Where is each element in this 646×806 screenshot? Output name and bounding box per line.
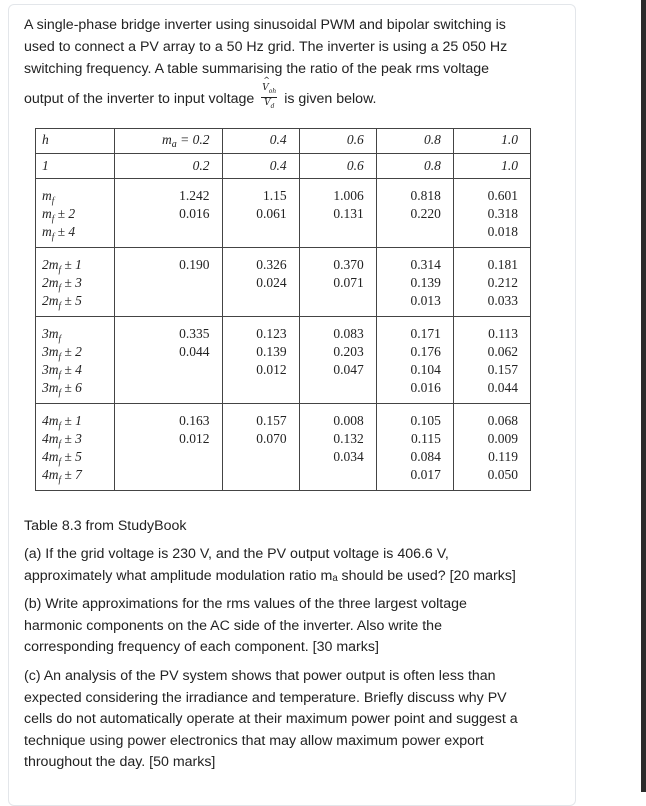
- harmonic-ratio-value: 0.131: [333, 206, 364, 221]
- harmonic-ratio-value: 0.335: [179, 326, 210, 341]
- harmonic-ratio-value: 0.132: [333, 431, 364, 446]
- harmonic-ratio-value: 0.017: [410, 467, 441, 482]
- intro-line-3: switching frequency. A table summarising the ratio of the peak rms voltage: [24, 61, 490, 77]
- harmonic-ratio-value: 0.220: [410, 206, 441, 221]
- row1-val-2: 0.6: [299, 154, 376, 179]
- harmonic-ratio-value: 0.157: [487, 362, 518, 377]
- harmonic-ratio-value: 0.203: [333, 344, 364, 359]
- harmonic-ratio-value: 0.326: [256, 257, 287, 272]
- harmonic-ratio-value: 0.050: [487, 467, 518, 482]
- question-c-line-2: expected considering the irradiance and temperature. Briefly discuss why PV: [24, 689, 507, 706]
- harmonic-order-label: $m_f$: [42, 188, 55, 206]
- question-intro: [24, 14, 554, 114]
- harmonic-ratio-value: 0.601: [487, 188, 518, 203]
- harmonic-ratio-value: 0.818: [410, 188, 441, 203]
- harmonic-ratio-value: 0.033: [487, 293, 518, 308]
- harmonic-ratio-value: 0.062: [487, 344, 518, 359]
- ma-letter: m: [162, 132, 172, 147]
- row1-val-1: 0.4: [222, 154, 299, 179]
- harmonic-ratio-value: 1.006: [333, 188, 364, 203]
- harmonic-order-label: $4m_f \pm 3$: [42, 431, 82, 449]
- intro-line-4: [24, 85, 554, 114]
- harmonic-ratio-value: 0.105: [410, 413, 441, 428]
- harmonic-ratio-value: 0.181: [487, 257, 518, 272]
- group-3-labels: [36, 317, 115, 404]
- harmonic-ratio-value: 0.044: [179, 344, 210, 359]
- harmonic-ratio-value: 0.163: [179, 413, 210, 428]
- row1-val-0: 0.2: [115, 154, 223, 179]
- table-header-row: [36, 129, 531, 154]
- group-3-col-1: [222, 317, 299, 404]
- harmonic-order-label: $m_f \pm 4$: [42, 224, 76, 242]
- harmonic-ratio-value: 0.212: [487, 275, 518, 290]
- harmonic-ratio-value: 0.068: [487, 413, 518, 428]
- harmonic-ratio-value: 0.013: [410, 293, 441, 308]
- harmonic-ratio-value: 0.176: [410, 344, 441, 359]
- group-1-col-1: [222, 179, 299, 248]
- harmonic-ratio-value: 0.139: [256, 344, 287, 359]
- harmonic-ratio-value: 0.190: [179, 257, 210, 272]
- intro-line-2: used to connect a PV array to a 50 Hz grid. The inverter is using a 25 050 Hz: [24, 39, 508, 55]
- group-3-col-0: [115, 317, 223, 404]
- question-c-line-1: (c) An analysis of the PV system shows that power output is often less than: [24, 668, 496, 684]
- fraction-numerator-sub: oh: [268, 87, 277, 95]
- header-col-0: 0.4: [222, 129, 299, 154]
- harmonic-order-label: $4m_f \pm 1$: [42, 413, 82, 431]
- harmonic-order-label: $2m_f \pm 1$: [42, 257, 82, 275]
- fraction-denominator-sub: d: [270, 102, 275, 110]
- intro-line-4-post: is given below.: [284, 91, 377, 108]
- group-2-col-0: [115, 248, 223, 317]
- harmonic-ratio-value: 0.171: [410, 326, 441, 341]
- voltage-ratio-fraction: [261, 83, 277, 112]
- harmonic-order-label: $3m_f \pm 4$: [42, 362, 82, 380]
- group-1-col-3: [376, 179, 453, 248]
- table-row-group-1: [36, 179, 531, 248]
- harmonic-ratio-value: 0.084: [410, 449, 441, 464]
- harmonic-ratio-value: 0.047: [333, 362, 364, 377]
- group-4-col-1: [222, 404, 299, 491]
- harmonic-ratio-value: 0.016: [410, 380, 441, 395]
- harmonic-ratio-value: 0.044: [487, 380, 518, 395]
- question-c-line-4: technique using power electronics that may allow maximum power export: [24, 732, 484, 749]
- harmonic-order-label: $3m_f$: [42, 326, 62, 344]
- harmonic-order-label: $3m_f \pm 6$: [42, 380, 82, 398]
- harmonic-order-label: $m_f \pm 2$: [42, 206, 76, 224]
- question-a-line-1: (a) If the grid voltage is 230 V, and the PV output voltage is 406.6 V,: [24, 546, 449, 562]
- intro-line-4-pre: output of the inverter to input voltage: [24, 91, 255, 108]
- question-c-line-3: cells do not automatically operate at their maximum power point and suggest a: [24, 711, 518, 727]
- harmonic-ratio-value: 0.016: [179, 206, 210, 221]
- harmonic-ratio-value: 0.318: [487, 206, 518, 221]
- group-2-col-2: [299, 248, 376, 317]
- group-4-col-3: [376, 404, 453, 491]
- harmonic-ratio-value: 0.018: [487, 224, 518, 239]
- table-caption: Table 8.3 from StudyBook: [24, 518, 187, 534]
- harmonic-ratio-value: 0.008: [333, 413, 364, 428]
- table-row-fundamental: [36, 154, 531, 179]
- row1-val-4: 1.0: [453, 154, 530, 179]
- harmonic-ratio-value: 0.115: [411, 431, 441, 446]
- group-4-col-0: [115, 404, 223, 491]
- group-1-col-0: [115, 179, 223, 248]
- harmonic-ratio-value: 0.314: [410, 257, 441, 272]
- fraction-denominator: V: [264, 97, 271, 108]
- harmonic-order-label: $4m_f \pm 5$: [42, 449, 82, 467]
- group-3-col-4: [453, 317, 530, 404]
- header-col-2: 0.8: [376, 129, 453, 154]
- harmonic-ratio-value: 0.012: [179, 431, 210, 446]
- group-1-col-4: [453, 179, 530, 248]
- harmonic-ratio-value: 1.15: [263, 188, 287, 203]
- harmonic-ratio-value: 0.157: [256, 413, 287, 428]
- table-row-group-3: [36, 317, 531, 404]
- question-c-line-5: throughout the day. [50 marks]: [24, 754, 216, 770]
- group-3-col-3: [376, 317, 453, 404]
- group-1-col-2: [299, 179, 376, 248]
- ma-value: = 0.2: [176, 132, 210, 147]
- group-2-col-3: [376, 248, 453, 317]
- fraction-numerator: ^ V: [262, 83, 269, 93]
- group-2-col-4: [453, 248, 530, 317]
- table-row-group-2: [36, 248, 531, 317]
- group-2-col-1: [222, 248, 299, 317]
- harmonic-order-label: $2m_f \pm 5$: [42, 293, 82, 311]
- harmonic-ratio-value: 0.113: [488, 326, 518, 341]
- question-a: [24, 544, 564, 587]
- group-4-col-4: [453, 404, 530, 491]
- harmonic-ratio-value: 0.012: [256, 362, 287, 377]
- header-col-3: 1.0: [453, 129, 530, 154]
- question-b: [24, 594, 564, 659]
- harmonic-ratio-value: 0.070: [256, 431, 287, 446]
- harmonic-order-label: $3m_f \pm 2$: [42, 344, 82, 362]
- intro-line-1: A single-phase bridge inverter using sinusoidal PWM and bipolar switching is: [24, 17, 506, 33]
- harmonic-ratio-value: 0.083: [333, 326, 364, 341]
- harmonic-ratio-value: 0.071: [333, 275, 364, 290]
- question-b-line-1: (b) Write approximations for the rms values of the three largest voltage: [24, 596, 467, 612]
- group-4-col-2: [299, 404, 376, 491]
- table-row-group-4: [36, 404, 531, 491]
- harmonic-order-label: $4m_f \pm 7$: [42, 467, 82, 485]
- question-a-line-2: approximately what amplitude modulation ratio mₐ should be used? [20 marks]: [24, 567, 516, 584]
- harmonic-order-label: $2m_f \pm 3$: [42, 275, 82, 293]
- question-c: [24, 666, 564, 774]
- harmonic-ratio-value: 0.119: [488, 449, 518, 464]
- question-b-line-3: corresponding frequency of each component. [30 marks]: [24, 639, 379, 655]
- group-2-labels: [36, 248, 115, 317]
- table-groups: [36, 179, 531, 491]
- harmonic-ratio-value: 0.139: [410, 275, 441, 290]
- row1-val-3: 0.8: [376, 154, 453, 179]
- group-1-labels: [36, 179, 115, 248]
- scrollbar-edge[interactable]: [641, 0, 646, 792]
- header-ma: [115, 129, 223, 154]
- ma-subscript: a: [171, 139, 177, 150]
- harmonic-ratio-value: 0.009: [487, 431, 518, 446]
- harmonic-ratio-value: 0.123: [256, 326, 287, 341]
- row1-label: 1: [36, 154, 115, 179]
- question-b-line-2: harmonic components on the AC side of the inverter. Also write the: [24, 617, 442, 634]
- harmonic-ratio-value: 0.061: [256, 206, 287, 221]
- harmonic-ratio-value: 0.370: [333, 257, 364, 272]
- harmonic-ratio-value: 0.034: [333, 449, 364, 464]
- group-3-col-2: [299, 317, 376, 404]
- header-col-1: 0.6: [299, 129, 376, 154]
- group-4-labels: [36, 404, 115, 491]
- harmonic-ratio-value: 0.104: [410, 362, 441, 377]
- harmonics-table: [35, 128, 531, 491]
- header-h: h: [36, 129, 115, 154]
- harmonic-ratio-value: 0.024: [256, 275, 287, 290]
- harmonic-ratio-value: 1.242: [179, 188, 210, 203]
